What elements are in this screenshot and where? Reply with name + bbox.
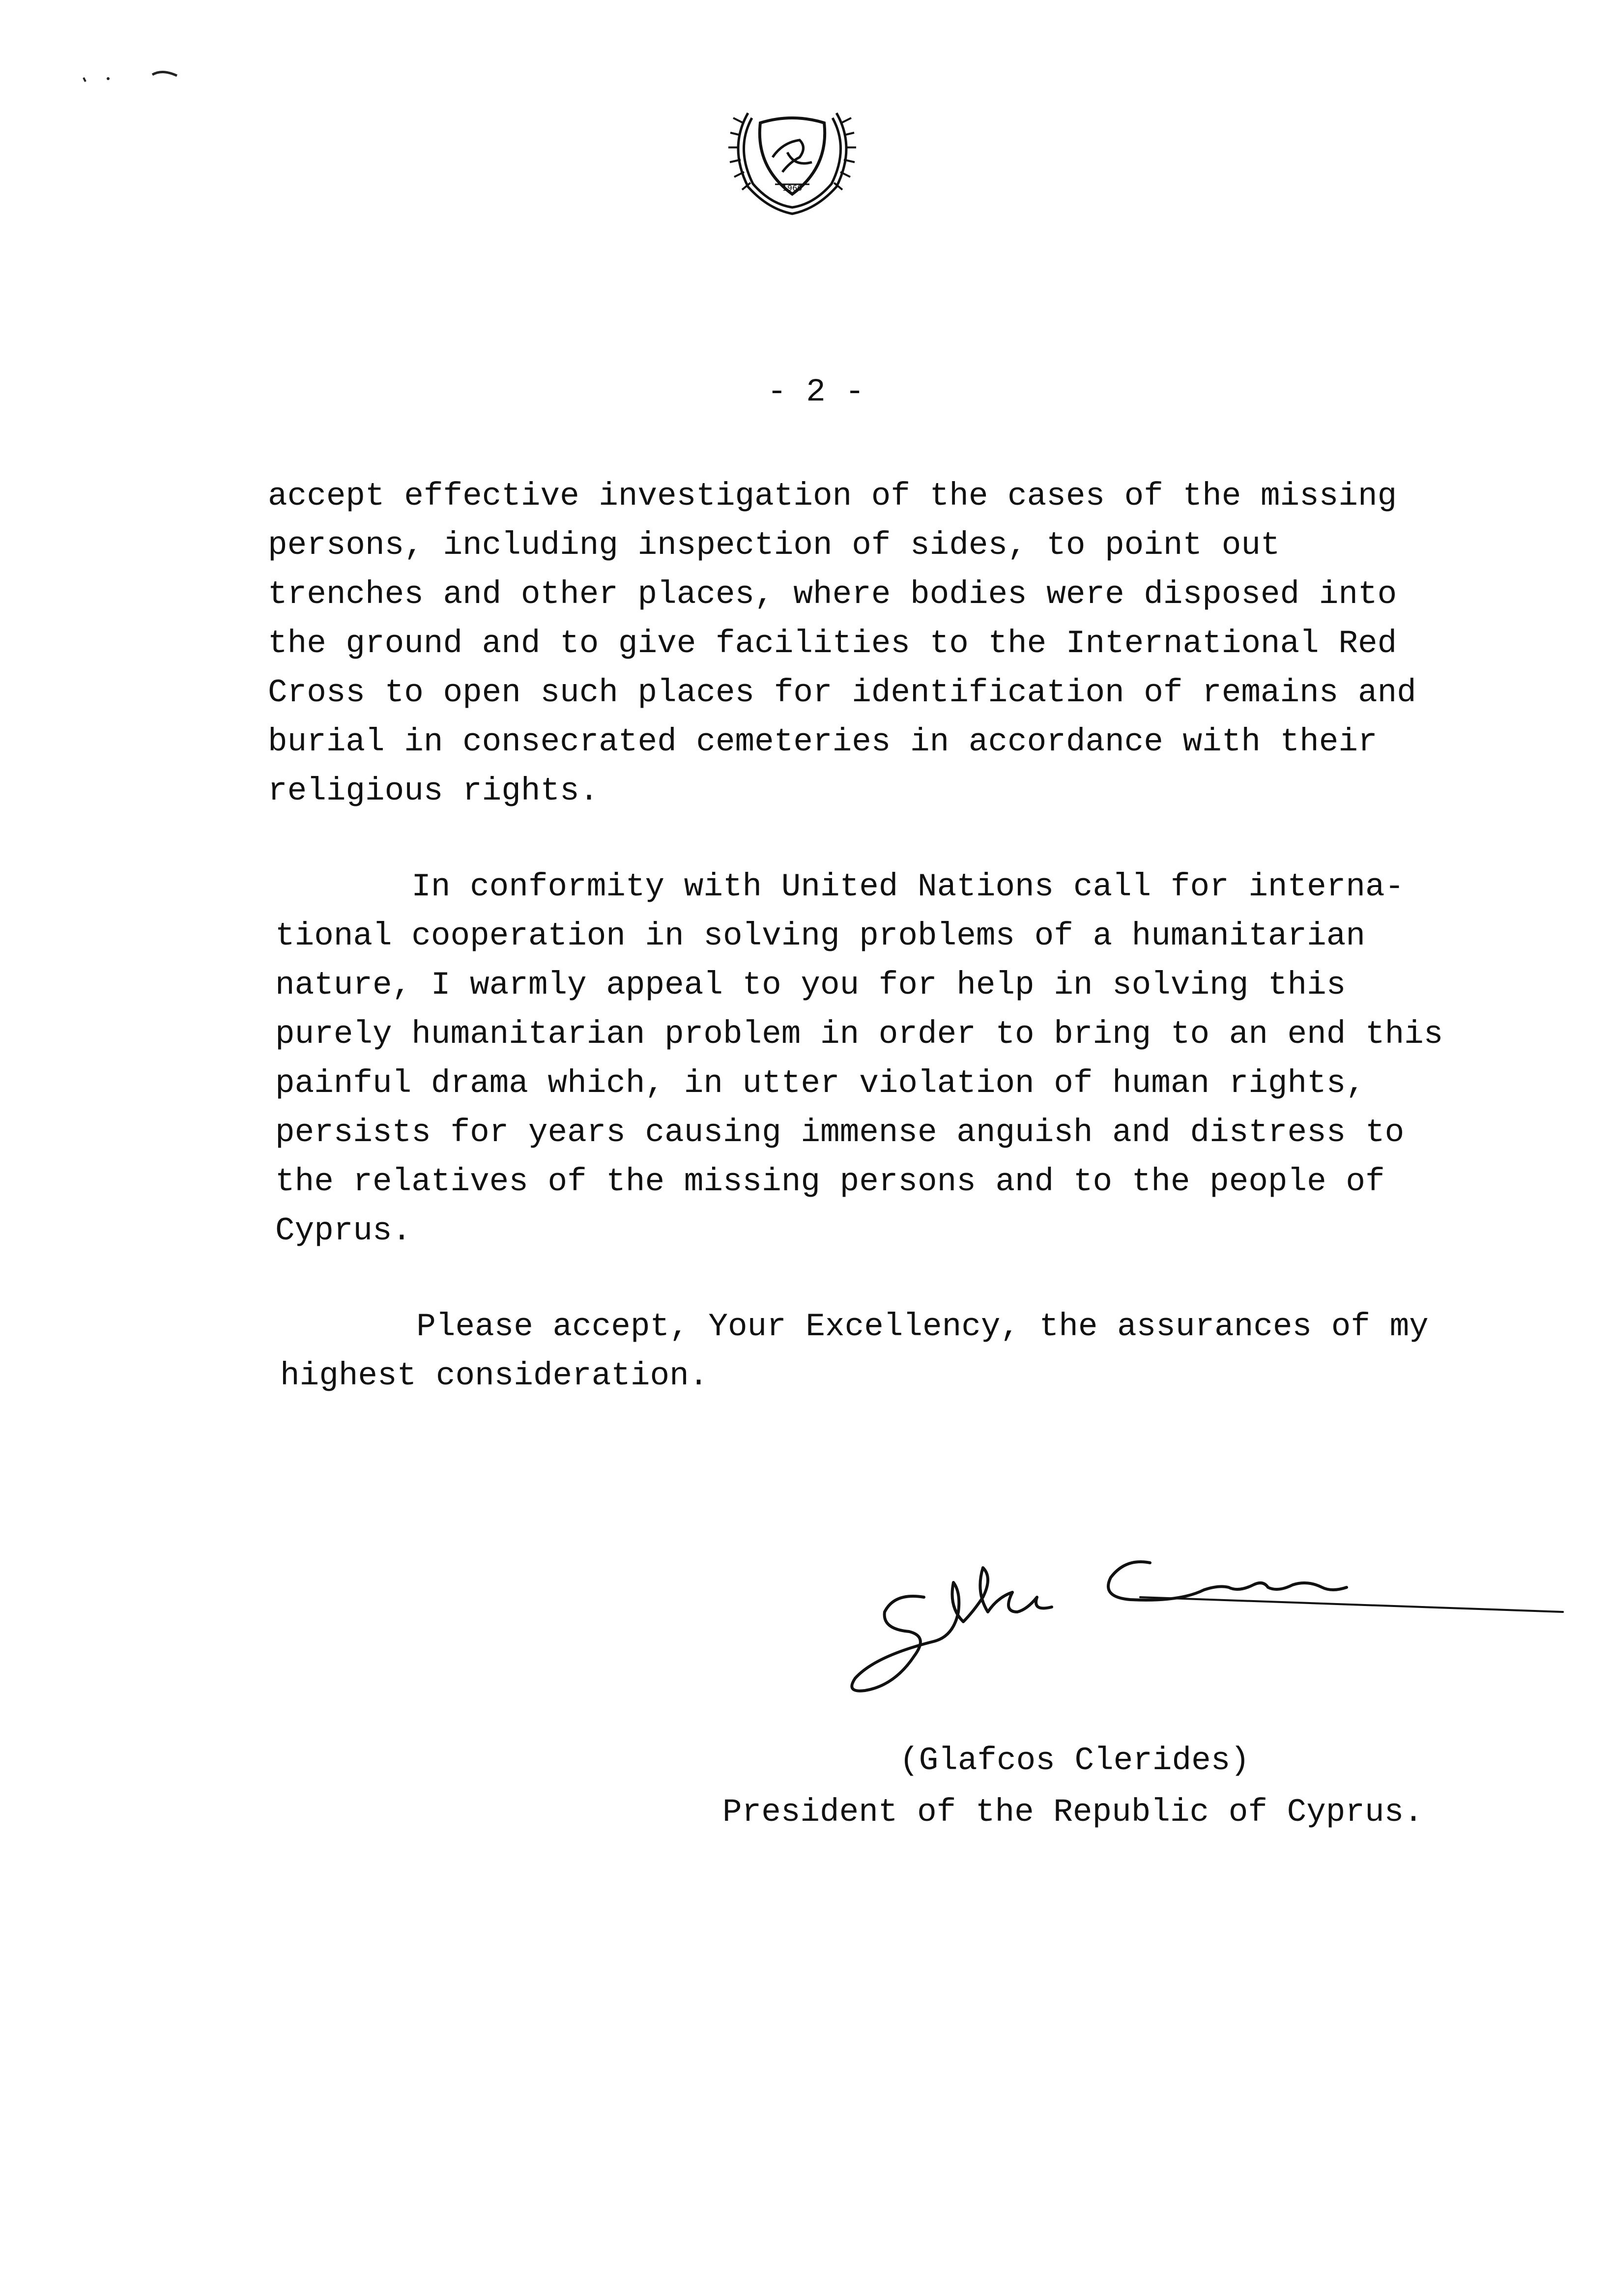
- text-line: Please accept, Your Excellency, the assurances of my: [280, 1308, 1429, 1345]
- text-line: religious rights.: [268, 773, 599, 809]
- text-line: persons, including inspection of sides, to point out: [268, 527, 1280, 564]
- coat-of-arms-icon: [714, 93, 871, 221]
- emblem-year: 1960: [782, 183, 803, 193]
- text-line: highest consideration.: [280, 1357, 709, 1394]
- text-line: painful drama which, in utter violation of human rights,: [275, 1065, 1365, 1102]
- text-line: the relatives of the missing persons and to the people of: [275, 1163, 1385, 1200]
- text-line: trenches and other places, where bodies were disposed into: [268, 576, 1397, 613]
- text-line: In conformity with United Nations call for interna-: [275, 868, 1405, 905]
- paragraph-3: [280, 1302, 1429, 1401]
- text-line: persists for years causing immense anguish and distress to: [275, 1114, 1405, 1151]
- text-line: tional cooperation in solving problems of a humanitarian: [275, 918, 1365, 954]
- text-line: accept effective investigation of the cases of the missing: [268, 478, 1397, 515]
- text-line: nature, I warmly appeal to you for help in solving this: [275, 967, 1346, 1004]
- paragraph-2: [275, 862, 1443, 1256]
- paragraph-1: [268, 472, 1416, 816]
- handwritten-signature: [835, 1538, 1568, 1700]
- signatory-title: President of the Republic of Cyprus.: [722, 1794, 1423, 1831]
- page-number: - 2 -: [767, 373, 865, 410]
- text-line: Cross to open such places for identification of remains and: [268, 674, 1416, 711]
- text-line: burial in consecrated cemeteries in accordance with their: [268, 723, 1378, 760]
- text-line: the ground and to give facilities to the International Red: [268, 625, 1397, 662]
- signatory-name: (Glafcos Clerides): [899, 1742, 1250, 1779]
- text-line: Cyprus.: [275, 1212, 412, 1249]
- text-line: purely humanitarian problem in order to bring to an end this: [275, 1016, 1443, 1053]
- scan-marks: [79, 64, 197, 93]
